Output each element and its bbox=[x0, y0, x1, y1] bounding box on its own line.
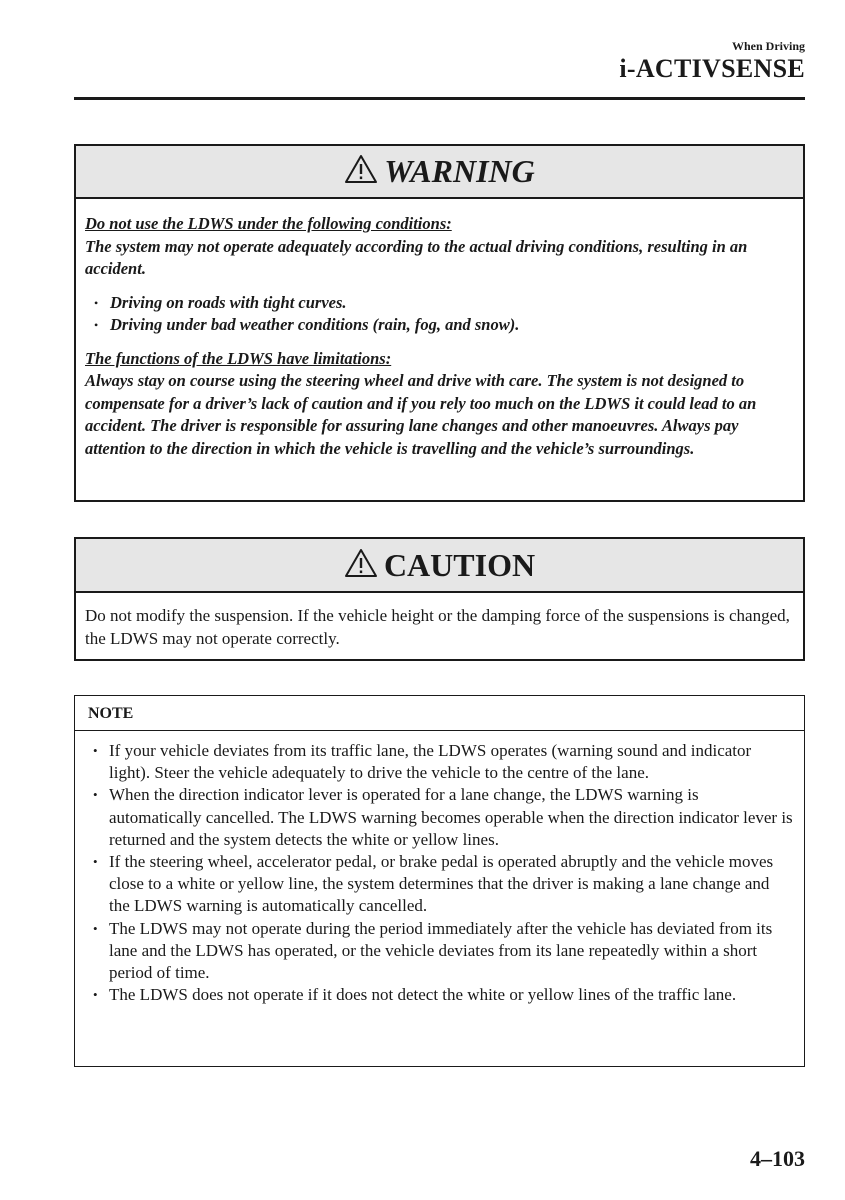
warning-body bbox=[76, 199, 803, 460]
warning-bullet-list bbox=[85, 292, 793, 337]
section-label: When Driving bbox=[731, 39, 805, 53]
note-bullet-list bbox=[84, 740, 794, 1006]
warning-heading-conditions: Do not use the LDWS under the following conditions: bbox=[85, 214, 452, 233]
caution-text: Do not modify the suspension. If the vehicle height or the damping force of the suspensions is changed, the LDWS may not operate correctly. bbox=[85, 606, 790, 648]
chapter-title: i-ACTIVSENSE bbox=[619, 54, 805, 83]
warning-text-limitations: Always stay on course using the steering wheel and drive with care. The system is not designed to compensate for a driver’s lack of caution and if you rely too much on the LDWS it could lead to an accident. The driver is responsible for assuring lane changes and other manoeuvres. Always pay attention to the direction in which the vehicle is travelling and the vehicle’s surroundings. bbox=[85, 371, 757, 458]
caution-title-bar bbox=[76, 539, 803, 593]
list-item: • Driving on roads with tight curves. bbox=[85, 292, 793, 315]
list-item: • When the direction indicator lever is operated for a lane change, the LDWS warning is automatically cancelled. The LDWS warning becomes operable when the direction indicator lever is returned and the system detects the white or yellow lines. bbox=[84, 784, 794, 851]
note-box bbox=[74, 695, 805, 1067]
header-rule bbox=[74, 97, 805, 100]
list-item: • If the steering wheel, accelerator pedal, or brake pedal is operated abruptly and the vehicle moves close to a white or yellow line, the system determines that the driver is making a lane change and the LDWS warning is automatically cancelled. bbox=[84, 851, 794, 918]
caution-title: CAUTION bbox=[383, 546, 536, 583]
note-title: NOTE bbox=[75, 696, 804, 731]
page-header bbox=[619, 38, 805, 84]
warning-title: WARNING bbox=[384, 153, 535, 189]
warning-title-bar bbox=[76, 146, 803, 199]
note-body bbox=[75, 731, 804, 1006]
warning-box bbox=[74, 144, 805, 502]
warning-text-conditions: The system may not operate adequately according to the actual driving conditions, resulting in an accident. bbox=[85, 236, 748, 278]
list-item: • Driving under bad weather conditions (rain, fog, and snow). bbox=[85, 314, 793, 337]
warning-heading-limitations: The functions of the LDWS have limitations: bbox=[85, 348, 392, 368]
list-item: • The LDWS does not operate if it does not detect the white or yellow lines of the traffic lane. bbox=[84, 984, 794, 1006]
warning-triangle-icon bbox=[344, 548, 378, 583]
warning-triangle-icon bbox=[344, 154, 378, 189]
list-item: • If your vehicle deviates from its traffic lane, the LDWS operates (warning sound and indicator light). Steer the vehicle adequately to drive the vehicle to the centre of the lane. bbox=[84, 740, 794, 784]
page-number: 4–103 bbox=[750, 1146, 805, 1171]
list-item: • The LDWS may not operate during the period immediately after the vehicle has deviated from its lane and the LDWS has operated, or the vehicle deviates from its lane repeatedly within a short period of time. bbox=[84, 918, 794, 985]
caution-box bbox=[74, 537, 805, 661]
